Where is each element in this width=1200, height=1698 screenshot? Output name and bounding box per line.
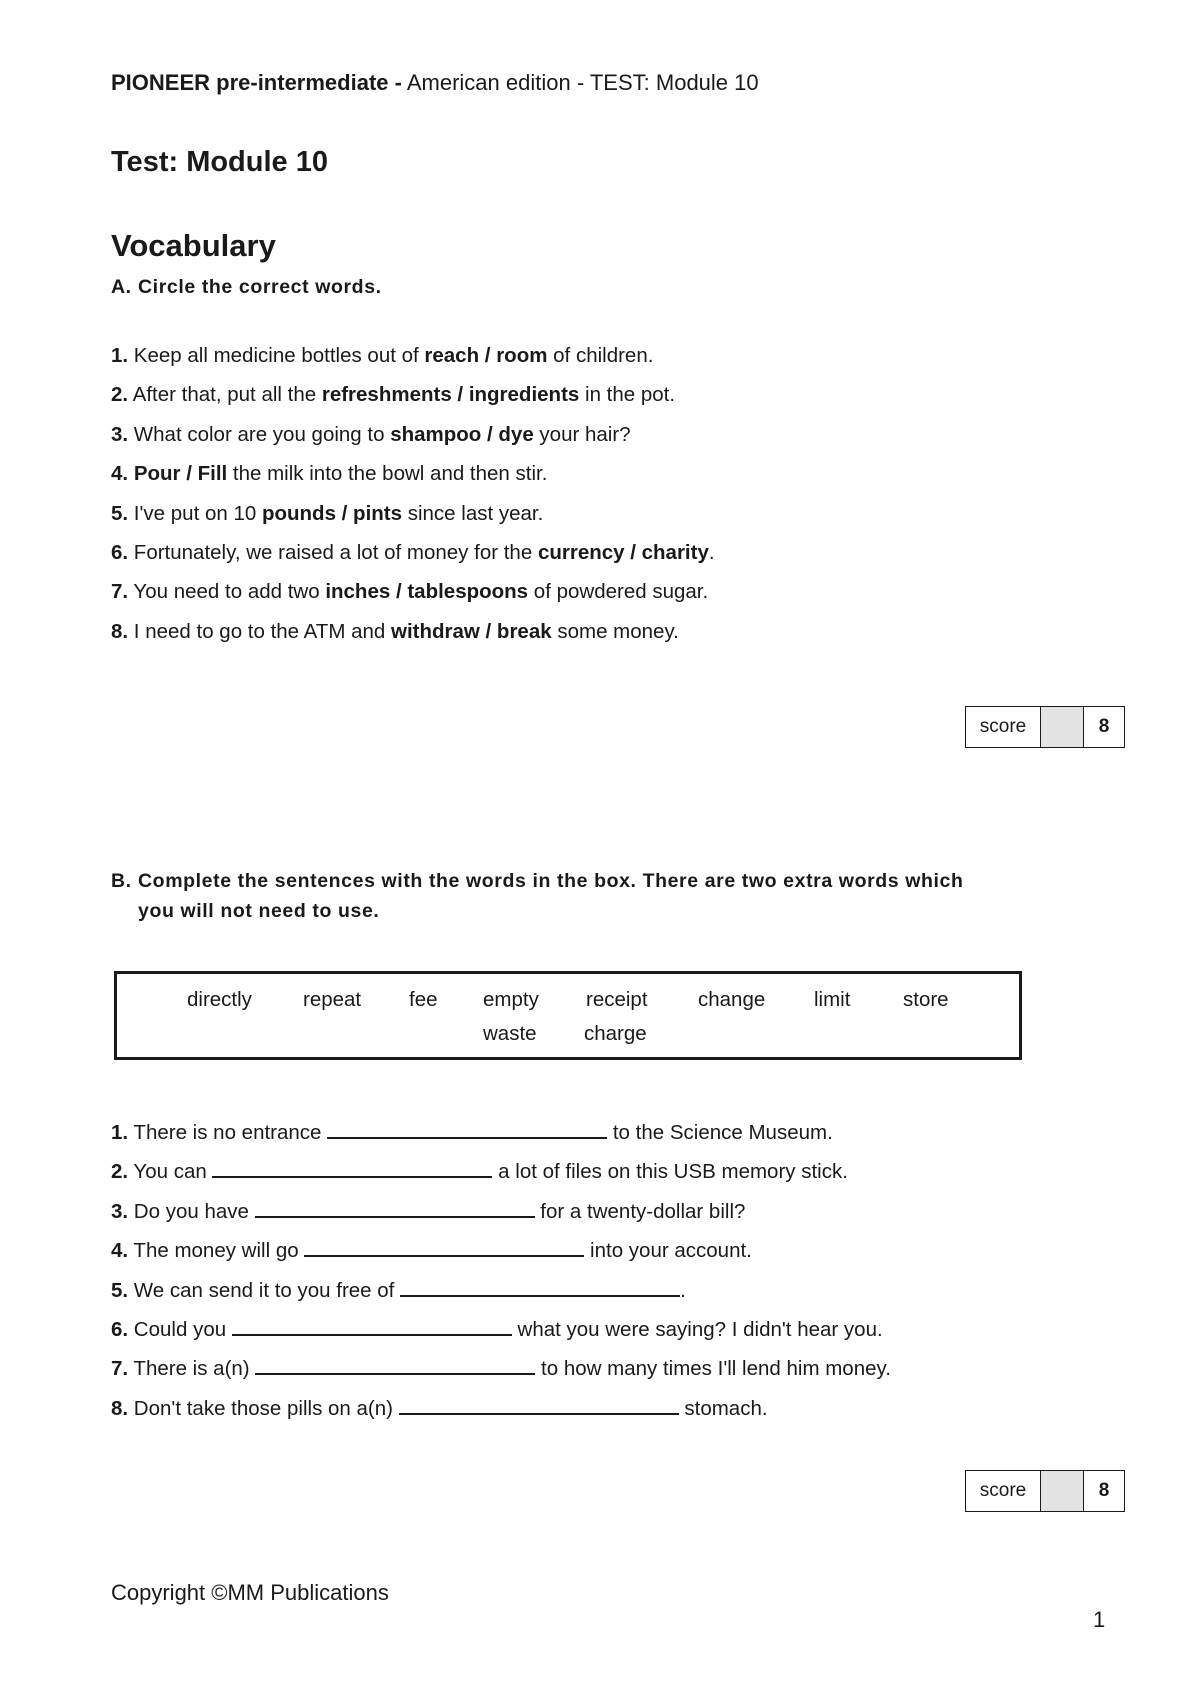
score-label: score [966,1471,1041,1511]
part-b-instruction-line1: Complete the sentences with the words in the box. There are two extra words which [138,870,964,892]
part-b-instruction [111,866,964,926]
part-b-item-1 [111,1117,891,1156]
part-b-instruction-line2: you will not need to use. [138,900,380,922]
item-text: your hair? [533,422,631,446]
header-brand: PIONEER pre-intermediate - [111,70,402,95]
word-box-word: change [698,988,766,1011]
word-box-word: limit [814,988,851,1011]
item-number: 1. [111,344,129,367]
item-text: I need to go to the ATM and [128,619,391,643]
item-text: what you were saying? I didn't hear you. [511,1317,883,1341]
part-b-item-7 [111,1353,891,1392]
header-edition: American edition - TEST: Module 10 [401,70,759,95]
item-options[interactable]: Pour / Fill [133,462,228,486]
part-a-items [111,343,715,658]
word-box [114,971,1022,1060]
item-options[interactable]: reach / room [424,344,548,367]
part-a-item-6 [111,540,715,579]
item-number: 3. [111,1199,129,1223]
item-text: Could you [128,1317,232,1341]
part-a-item-8 [111,619,715,658]
part-a-item-1 [111,343,715,382]
item-number: 4. [111,1239,129,1263]
item-number: 7. [111,580,129,604]
item-text: There is a(n) [128,1357,256,1381]
item-number: 8. [111,1396,129,1420]
item-text: into your account. [584,1239,752,1263]
item-number: 7. [111,1357,129,1381]
part-a-item-5 [111,501,715,540]
item-number: 1. [111,1121,129,1144]
item-number: 3. [111,422,129,446]
item-text: the milk into the bowl and then stir. [227,462,548,486]
part-a-item-2 [111,382,715,421]
item-text: . [708,540,715,564]
part-b-item-4 [111,1235,891,1274]
part-a-item-7 [111,579,715,618]
item-text: in the pot. [579,383,676,407]
part-a-letter: A. [111,276,132,298]
part-a-item-3 [111,422,715,461]
part-b-item-8 [111,1393,891,1432]
item-text: of powdered sugar. [528,580,709,604]
word-box-word: store [903,988,949,1011]
copyright: Copyright ©MM Publications [111,1580,389,1605]
answer-blank[interactable] [255,1196,535,1218]
item-text: to the Science Museum. [607,1121,833,1144]
item-text: You can [128,1160,213,1184]
answer-blank[interactable] [304,1235,584,1257]
part-b-score-box [965,1470,1125,1512]
answer-blank[interactable] [327,1117,607,1139]
answer-blank[interactable] [232,1314,512,1336]
item-text: some money. [551,619,679,643]
part-b-item-3 [111,1196,891,1235]
item-number: 2. [111,1160,129,1184]
page-number: 1 [1093,1607,1106,1632]
answer-blank[interactable] [212,1156,492,1178]
part-a-item-4 [111,461,715,500]
item-options[interactable]: inches / tablespoons [325,580,529,604]
item-options[interactable]: currency / charity [537,540,709,564]
item-number: 5. [111,501,129,525]
part-b-letter: B. [111,870,132,892]
item-number: 6. [111,540,129,564]
page-title: Test: Module 10 [111,146,328,178]
part-b-item-5 [111,1275,891,1314]
item-text: stomach. [678,1396,768,1420]
item-text: Do you have [128,1199,255,1223]
item-number: 5. [111,1278,129,1302]
score-input-cell[interactable] [1041,707,1084,747]
part-b-item-2 [111,1156,891,1195]
word-box-word: empty [483,988,539,1011]
score-max: 8 [1098,716,1110,737]
word-box-word: repeat [303,988,362,1011]
part-a-score-box [965,706,1125,748]
word-box-word: fee [409,988,438,1011]
word-box-word: charge [584,1022,647,1045]
item-number: 8. [111,619,129,643]
part-b-items [111,1117,891,1432]
item-number: 4. [111,462,129,486]
item-text: for a twenty-dollar bill? [534,1199,746,1223]
item-number: 6. [111,1317,129,1341]
item-text: a lot of files on this USB memory stick. [492,1160,848,1184]
answer-blank[interactable] [399,1393,679,1415]
item-options[interactable]: shampoo / dye [390,422,534,446]
item-text: After that, put all the [128,383,322,407]
item-text: What color are you going to [128,422,391,446]
section-title: Vocabulary [111,228,276,263]
word-box-word: receipt [586,988,648,1011]
item-options[interactable]: withdraw / break [391,619,552,643]
item-text: We can send it to you free of [128,1278,401,1302]
score-label: score [966,707,1041,747]
item-text: Keep all medicine bottles out of [128,344,425,367]
item-text: The money will go [128,1239,305,1263]
item-options[interactable]: refreshments / ingredients [321,383,580,407]
item-number: 2. [111,383,129,407]
item-text: Fortunately, we raised a lot of money for the [128,540,538,564]
item-text: . [680,1278,686,1302]
part-a-instruction [111,272,382,302]
word-box-word: directly [187,988,252,1011]
item-text: of children. [547,344,654,367]
part-a-instruction-text: Circle the correct words. [138,276,382,298]
answer-blank[interactable] [255,1353,535,1375]
item-text: You need to add two [128,580,326,604]
item-text: to how many times I'll lend him money. [535,1357,891,1381]
item-text: since last year. [402,501,544,525]
part-b-item-6 [111,1314,891,1353]
item-options[interactable]: pounds / pints [261,501,403,525]
running-header [111,70,759,96]
word-box-word: waste [483,1022,537,1045]
item-text: I've put on 10 [128,501,262,525]
answer-blank[interactable] [400,1275,680,1297]
score-input-cell[interactable] [1041,1471,1084,1511]
item-text: There is no entrance [128,1121,328,1144]
item-text: Don't take those pills on a(n) [128,1396,399,1420]
score-max: 8 [1098,1480,1110,1501]
